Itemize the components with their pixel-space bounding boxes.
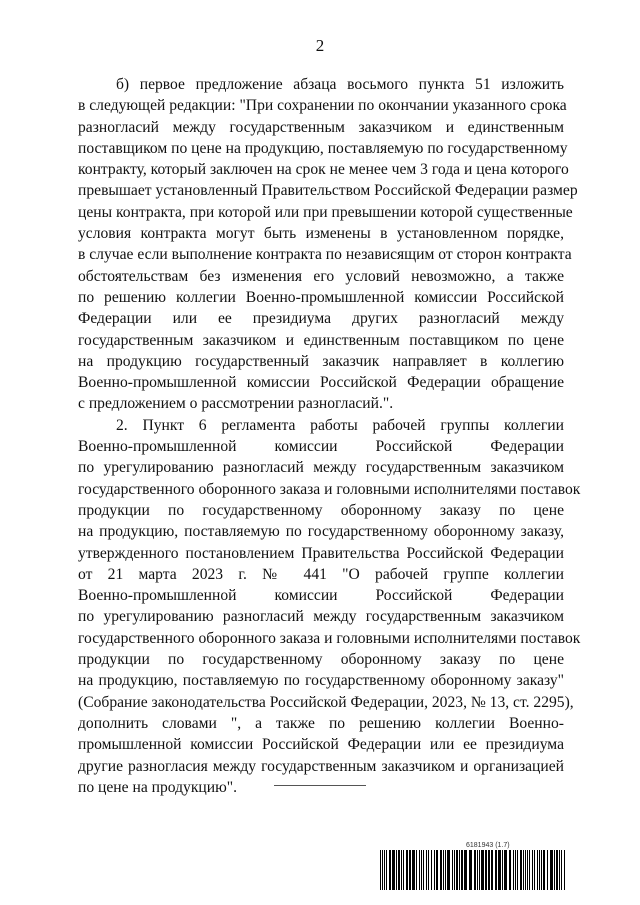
text-line: государственным заказчиком и единственным поставщиком по цене [78,331,564,349]
text-line: поставщиком по цене на продукцию, поставляемую по государственному [78,139,568,157]
text-line: с предложением о рассмотрении разногласий.". [78,395,394,413]
text-line: по цене на продукцию". [78,778,238,796]
text-line: в следующей редакции: "При сохранении по окончании указанного срока [78,97,567,115]
page-number: 2 [315,36,325,55]
end-separator-line [274,785,366,786]
text-line: по урегулированию разногласий между государственным заказчиком [78,608,564,626]
text-line: государственного оборонного заказа и головными исполнителями поставок [78,629,581,647]
paragraph-item-2 [78,415,581,798]
text-line: на продукцию государственный заказчик направляет в коллегию [78,352,564,370]
text-line: на продукцию, поставляемую по государственному оборонному заказу, [78,523,564,541]
text-line: обстоятельствам без изменения его условий невозможно, а также [78,267,564,285]
barcode [380,850,566,890]
text-line: утвержденного постановлением Правительства Российской Федерации [78,544,564,562]
text-line: контракту, который заключен на срок не менее чем 3 года и цена которого [78,161,569,179]
text-line: 2. Пункт 6 регламента работы рабочей группы коллегии [116,416,564,434]
text-line: по урегулированию разногласий между государственным заказчиком [78,459,564,477]
text-line: продукции по государственному оборонному заказу по цене [78,651,564,669]
text-line: продукции по государственному оборонному заказу по цене [78,501,564,519]
text-line: условия контракта могут быть изменены в установленном порядке, [78,225,564,243]
document-code: 6181943 (1.7) [466,842,510,849]
paragraph-amendment-b [78,74,578,415]
text-line: цены контракта, при которой или при превышении которой существенные [78,203,573,221]
text-line: дополнить словами ", а также по решению коллегии Военно- [78,714,564,732]
text-line: государственного оборонного заказа и головными исполнителями поставок [78,480,581,498]
text-line: по решению коллегии Военно-промышленной комиссии Российской [78,288,564,306]
text-line: (Собрание законодательства Российской Федерации, 2023, № 13, ст. 2295), [78,693,574,711]
document-body [78,74,581,798]
text-line: Военно-промышленной комиссии Российской Федерации [78,438,564,456]
text-line: другие разногласия между государственным заказчиком и организацией [78,757,564,775]
text-line: Военно-промышленной комиссии Российской Федерации [78,587,564,605]
text-line: на продукцию, поставляемую по государственному оборонному заказу" [78,672,564,690]
text-line: Военно-промышленной комиссии Российской Федерации обращение [78,374,564,392]
text-line: превышает установленный Правительством Российской Федерации размер [78,182,578,200]
text-line: от 21 марта 2023 г. № 441 "О рабочей группе коллегии [78,565,564,583]
text-line: в случае если выполнение контракта по независящим от сторон контракта [78,246,572,264]
text-line: Федерации или ее президиума других разногласий между [78,310,564,328]
text-line: б) первое предложение абзаца восьмого пункта 51 изложить [116,76,564,93]
text-line: разногласий между государственным заказчиком и единственным [78,118,564,136]
text-line: промышленной комиссии Российской Федерации или ее президиума [78,736,564,754]
